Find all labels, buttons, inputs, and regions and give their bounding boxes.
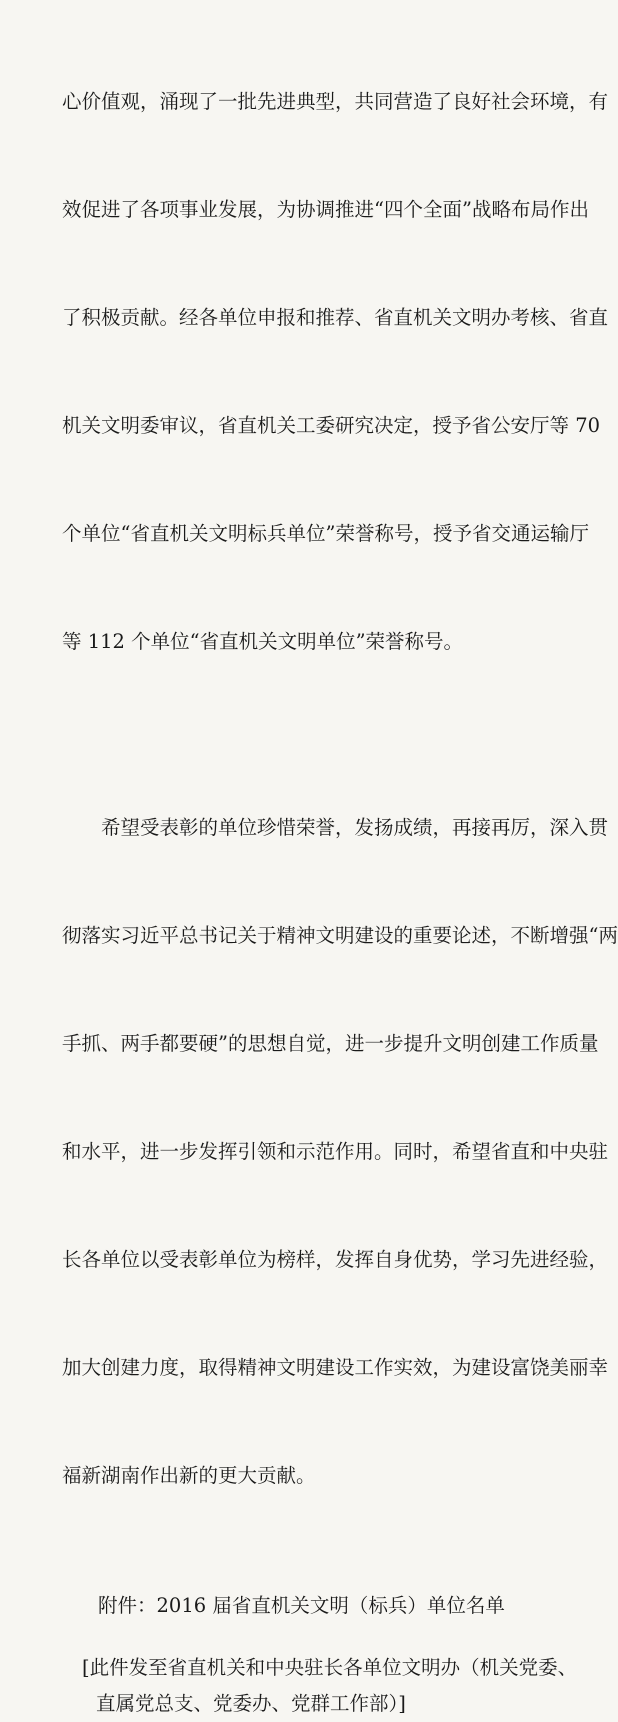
- text-line: 手抓、两手都要硬”的思想自觉，进一步提升文明创建工作质量: [62, 1032, 599, 1055]
- paragraph-expectations: [62, 738, 618, 1566]
- text-line: 直属党总支、党委办、党群工作部）]: [96, 1692, 406, 1715]
- distribution-note: [82, 1650, 578, 1722]
- paragraph-commendation: [62, 12, 609, 732]
- text-line: 个单位“省直机关文明标兵单位”荣誉称号，授予省交通运输厅: [62, 522, 589, 545]
- text-line: 心价值观，涌现了一批先进典型，共同营造了良好社会环境，有: [62, 90, 609, 113]
- text-line: 和水平，进一步发挥引领和示范作用。同时，希望省直和中央驻: [62, 1140, 609, 1163]
- text-line: 等 112 个单位“省直机关文明单位”荣誉称号。: [62, 630, 464, 653]
- text-line: 加大创建力度，取得精神文明建设工作实效，为建设富饶美丽幸: [62, 1356, 609, 1379]
- text-line: 希望受表彰的单位珍惜荣誉，发扬成绩，再接再厉，深入贯: [62, 816, 609, 839]
- text-line: 彻落实习近平总书记关于精神文明建设的重要论述，不断增强“两: [62, 924, 618, 947]
- attachment-note: 附件：2016 届省直机关文明（标兵）单位名单: [98, 1594, 505, 1617]
- text-line: 效促进了各项事业发展，为协调推进“四个全面”战略布局作出: [62, 198, 589, 221]
- text-line: 长各单位以受表彰单位为榜样，发挥自身优势，学习先进经验，: [62, 1248, 609, 1271]
- text-line: 了积极贡献。经各单位申报和推荐、省直机关文明办考核、省直: [62, 306, 609, 329]
- text-line: 福新湖南作出新的更大贡献。: [62, 1464, 316, 1487]
- text-line: [此件发至省直机关和中央驻长各单位文明办（机关党委、: [82, 1656, 578, 1679]
- text-line: 机关文明委审议，省直机关工委研究决定，授予省公安厅等 70: [62, 414, 601, 437]
